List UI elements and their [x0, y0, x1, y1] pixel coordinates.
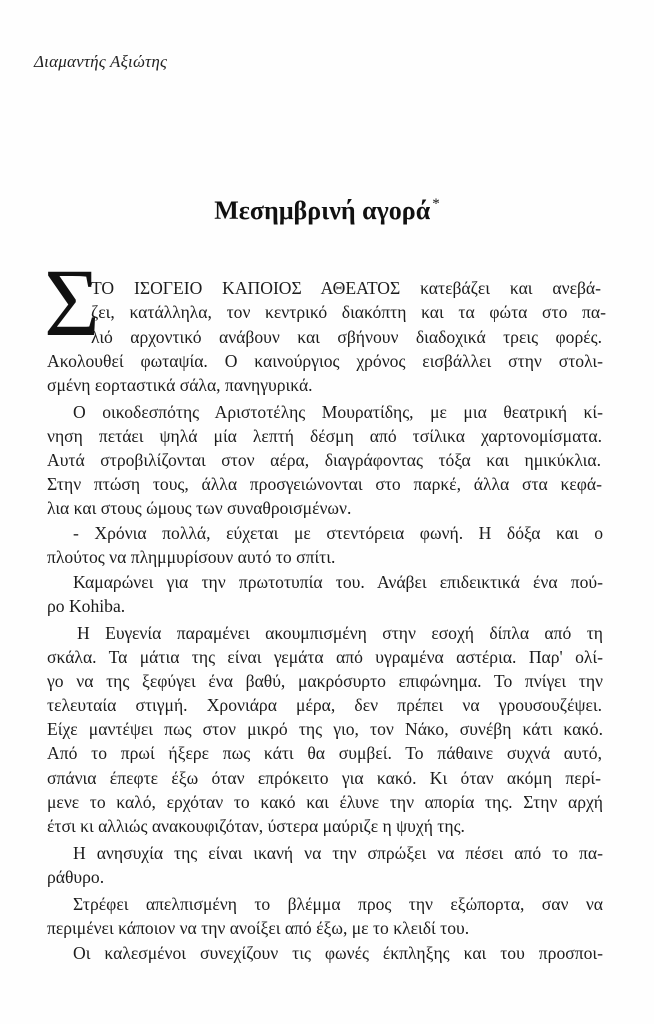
text-line: νηση πετάει ψηλά μία λεπτή δέσμη από τσίλικα χαρτονομίσματα. — [47, 426, 602, 446]
text-line: ζει, κατάλληλα, τον κεντρικό διακόπτη και τα φώτα στο πα- — [91, 302, 606, 322]
text-line: έτσι κι αλλιώς ανακουφιζόταν, ύστερα μαύριζε η ψυχή της. — [47, 816, 465, 836]
text-line: λια και στους ώμους των συναθροισμένων. — [47, 498, 352, 518]
text-line: Καμαρώνει για την πρωτοτυπία του. Ανάβει επιδεικτικά ένα πού- — [73, 572, 603, 592]
text-line: τελευταία στιγμή. Χρονιάρα μέρα, δεν πρέπει να γρουσουζέψει. — [47, 695, 602, 715]
text-line: Οι καλεσμένοι συνεχίζουν τις φωνές έκπληξης και του προσποι- — [73, 943, 603, 963]
text-line: Αυτά στροβιλίζονται στον αέρα, διαγράφοντας τόξα και ημικύκλια. — [47, 450, 601, 470]
text-line: Στην πτώση τους, άλλα προσγειώνονται στο παρκέ, άλλα στα κεφά- — [47, 474, 602, 494]
text-line: Είχε μαντέψει πως στον μικρό της γιο, τον Νάκο, συνέβη κάτι κακό. — [47, 719, 603, 739]
text-line: σκάλα. Τα μάτια της είναι γεμάτα από υγραμένα αστέρια. Παρ' ολί- — [47, 647, 603, 667]
text-line: ΤΟ ΙΣΟΓΕΙΟ ΚΑΠΟΙΟΣ ΑΘΕΑΤΟΣ κατεβάζει και ανεβά- — [91, 278, 601, 298]
text-line: πλούτος να πλημμυρίσουν αυτό το σπίτι. — [47, 547, 336, 567]
running-head: Διαμαντής Αξιώτης — [34, 52, 168, 71]
text-line: Στρέφει απελπισμένη το βλέμμα προς την εξώπορτα, σαν να — [73, 894, 603, 914]
text-line: μενε το καλό, ερχόταν το κακό και έλυνε την απορία της. Στην αρχή — [47, 792, 603, 812]
text-line: λιό αρχοντικό ανάβουν και σβήνουν διαδοχικά τρεις φορές. — [91, 327, 602, 347]
chapter-title-text: Μεσημβρινή αγορά — [214, 196, 431, 225]
text-line: σμένη εορταστικά σάλα, πανηγυρικά. — [47, 375, 313, 395]
text-line: Ο οικοδεσπότης Αριστοτέλης Μουρατίδης, με μια θεατρική κί- — [73, 402, 603, 422]
drop-cap: Σ — [44, 249, 100, 356]
text-line: Η Ευγενία παραμένει ακουμπισμένη στην εσοχή δίπλα από τη — [77, 623, 603, 643]
text-line: - Χρόνια πολλά, εύχεται με στεντόρεια φωνή. Η δόξα και ο — [73, 523, 603, 543]
footnote-marker: * — [432, 196, 440, 212]
text-line: Από το πρωί ήξερε πως κάτι θα συμβεί. Το πάθαινε συχνά αυτό, — [47, 743, 602, 763]
text-line: σπάνια έπεφτε έξω όταν επρόκειτο για κακό. Κι όταν ακόμη περί- — [47, 768, 601, 788]
text-line: ρο Kohiba. — [47, 596, 126, 616]
chapter-title — [0, 196, 654, 226]
text-line: ράθυρο. — [47, 867, 105, 887]
text-line: περιμένει κάποιον να την ανοίξει από έξω, με το κλειδί του. — [47, 918, 470, 938]
text-line: γο να της ξεφύγει ένα βαθύ, μακρόσυρτο επιφώνημα. Το πνίγει την — [47, 671, 603, 691]
text-line: Η ανησυχία της είναι ικανή να την σπρώξει να πέσει από το πα- — [73, 843, 603, 863]
text-line: Ακολουθεί φωταψία. Ο καινούργιος χρόνος εισβάλλει στην στολι- — [47, 351, 603, 371]
